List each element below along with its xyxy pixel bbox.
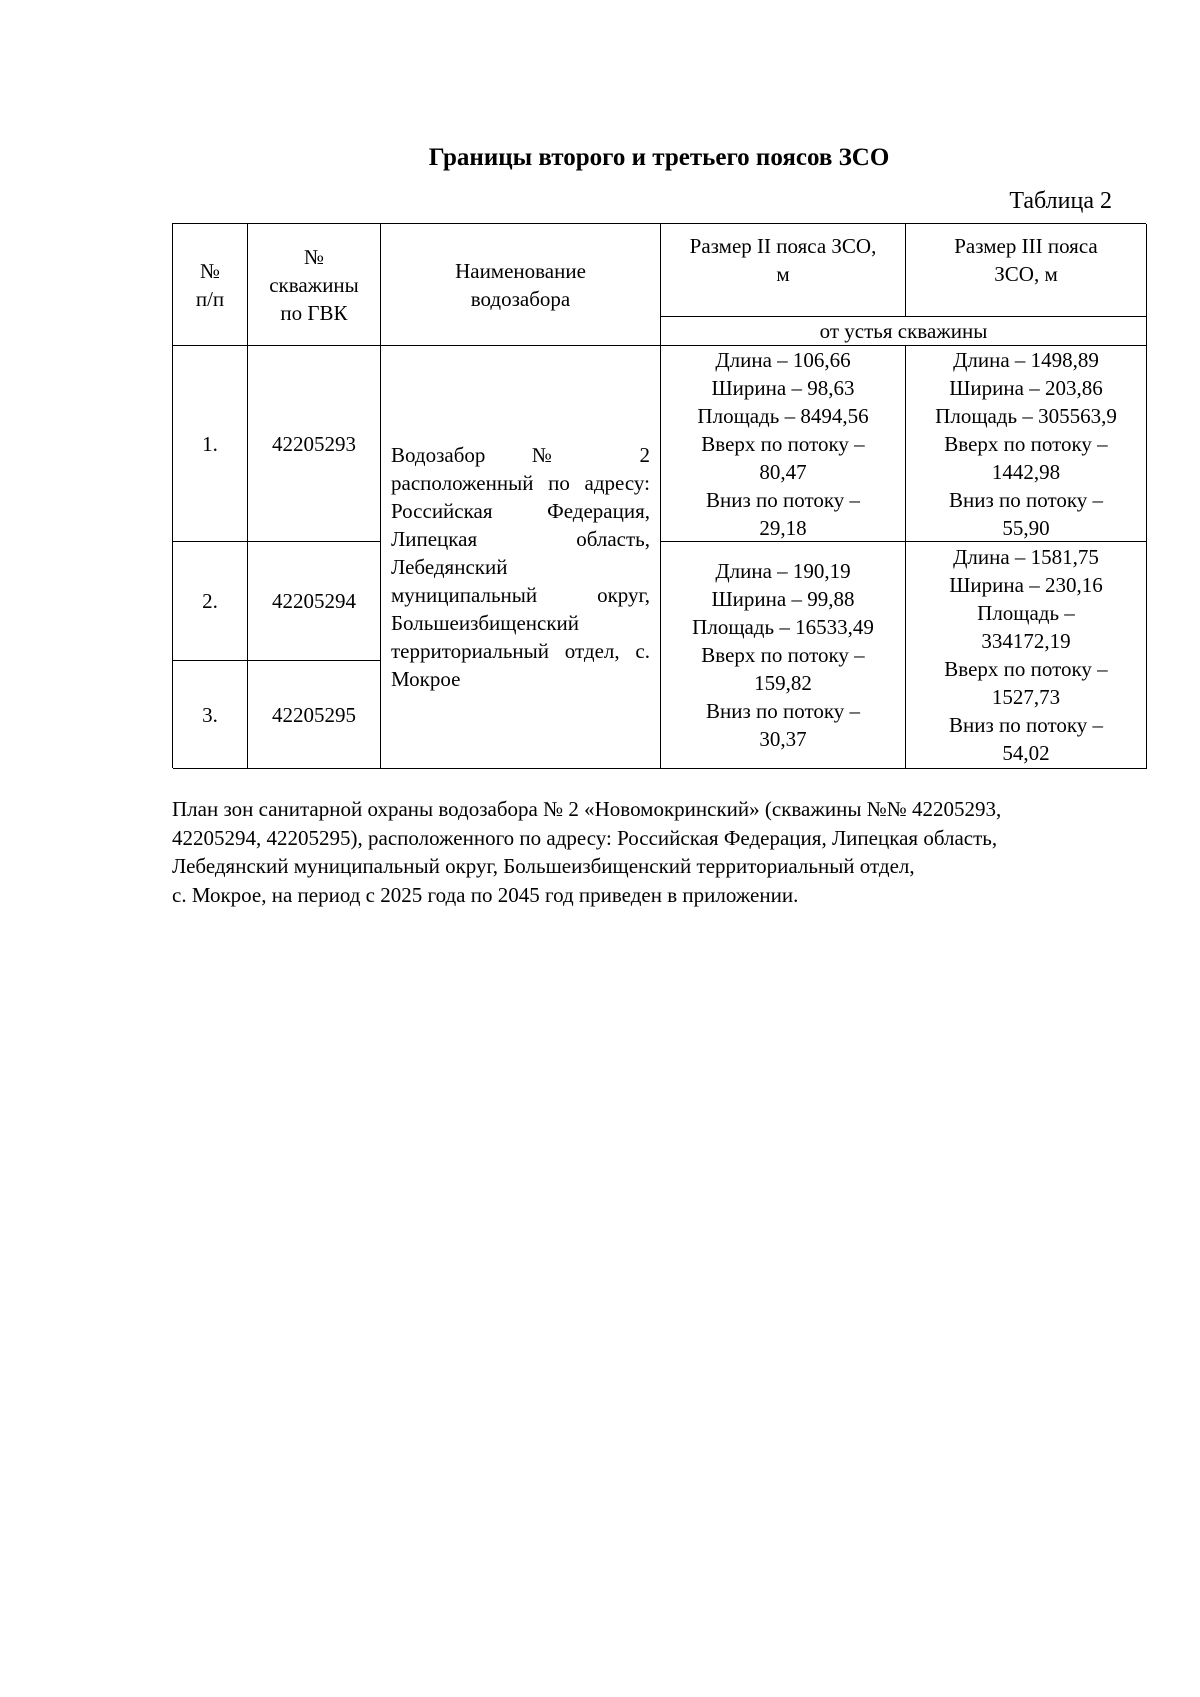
row-1-num: 1. <box>173 346 248 542</box>
header-from-wellhead: от устья скважины <box>661 317 1147 346</box>
header-zone2: Размер II пояса ЗСО, м <box>661 224 906 317</box>
row-1-zone2: Длина – 106,66 Ширина – 98,63 Площадь – 8494,56 Вверх по потоку – 80,47 Вниз по потоку – 29,18 <box>661 346 906 542</box>
zso-table <box>172 223 1146 768</box>
row-2-3-zone2: Длина – 190,19 Ширина – 99,88 Площадь – 16533,49 Вверх по потоку – 159,82 Вниз по потоку – 30,37 <box>661 542 906 769</box>
footer-paragraph: План зон санитарной охраны водозабора № 2 «Новомокринский» (скважины №№ 42205293, 42205294, 42205295), расположенного по адресу: Российская Федерация, Липецкая область, Лебедянский муниципальный округ, Большеизбищенский территориальный отдел, с. Мокрое, на период с 2025 года по 2045 год приведен в приложении. <box>172 797 1002 907</box>
row-1-zone3: Длина – 1498,89 Ширина – 203,86 Площадь – 305563,9 Вверх по потоку – 1442,98 Вниз по потоку – 55,90 <box>906 346 1147 542</box>
intake-name: Водозабор № 2 расположенный по адресу: Российская Федерация, Липецкая область, Лебедянский муниципальный округ, Большеизбищенский территориальный отдел, с. Мокрое <box>381 346 661 769</box>
row-2-3-zone3: Длина – 1581,75 Ширина – 230,16 Площадь – 334172,19 Вверх по потоку – 1527,73 Вниз по потоку – 54,02 <box>906 542 1147 769</box>
page-title: Границы второго и третьего поясов ЗСО <box>428 144 890 171</box>
row-3-num: 3. <box>173 661 248 769</box>
row-1-well: 42205293 <box>248 346 381 542</box>
header-num: № п/п <box>173 224 248 346</box>
header-well: № скважины по ГВК <box>248 224 381 346</box>
row-2-well: 42205294 <box>248 542 381 661</box>
row-3-well: 42205295 <box>248 661 381 769</box>
header-zone3: Размер III пояса ЗСО, м <box>906 224 1147 317</box>
header-name: Наименование водозабора <box>381 224 661 346</box>
table-label: Таблица 2 <box>1009 188 1112 214</box>
row-2-num: 2. <box>173 542 248 661</box>
